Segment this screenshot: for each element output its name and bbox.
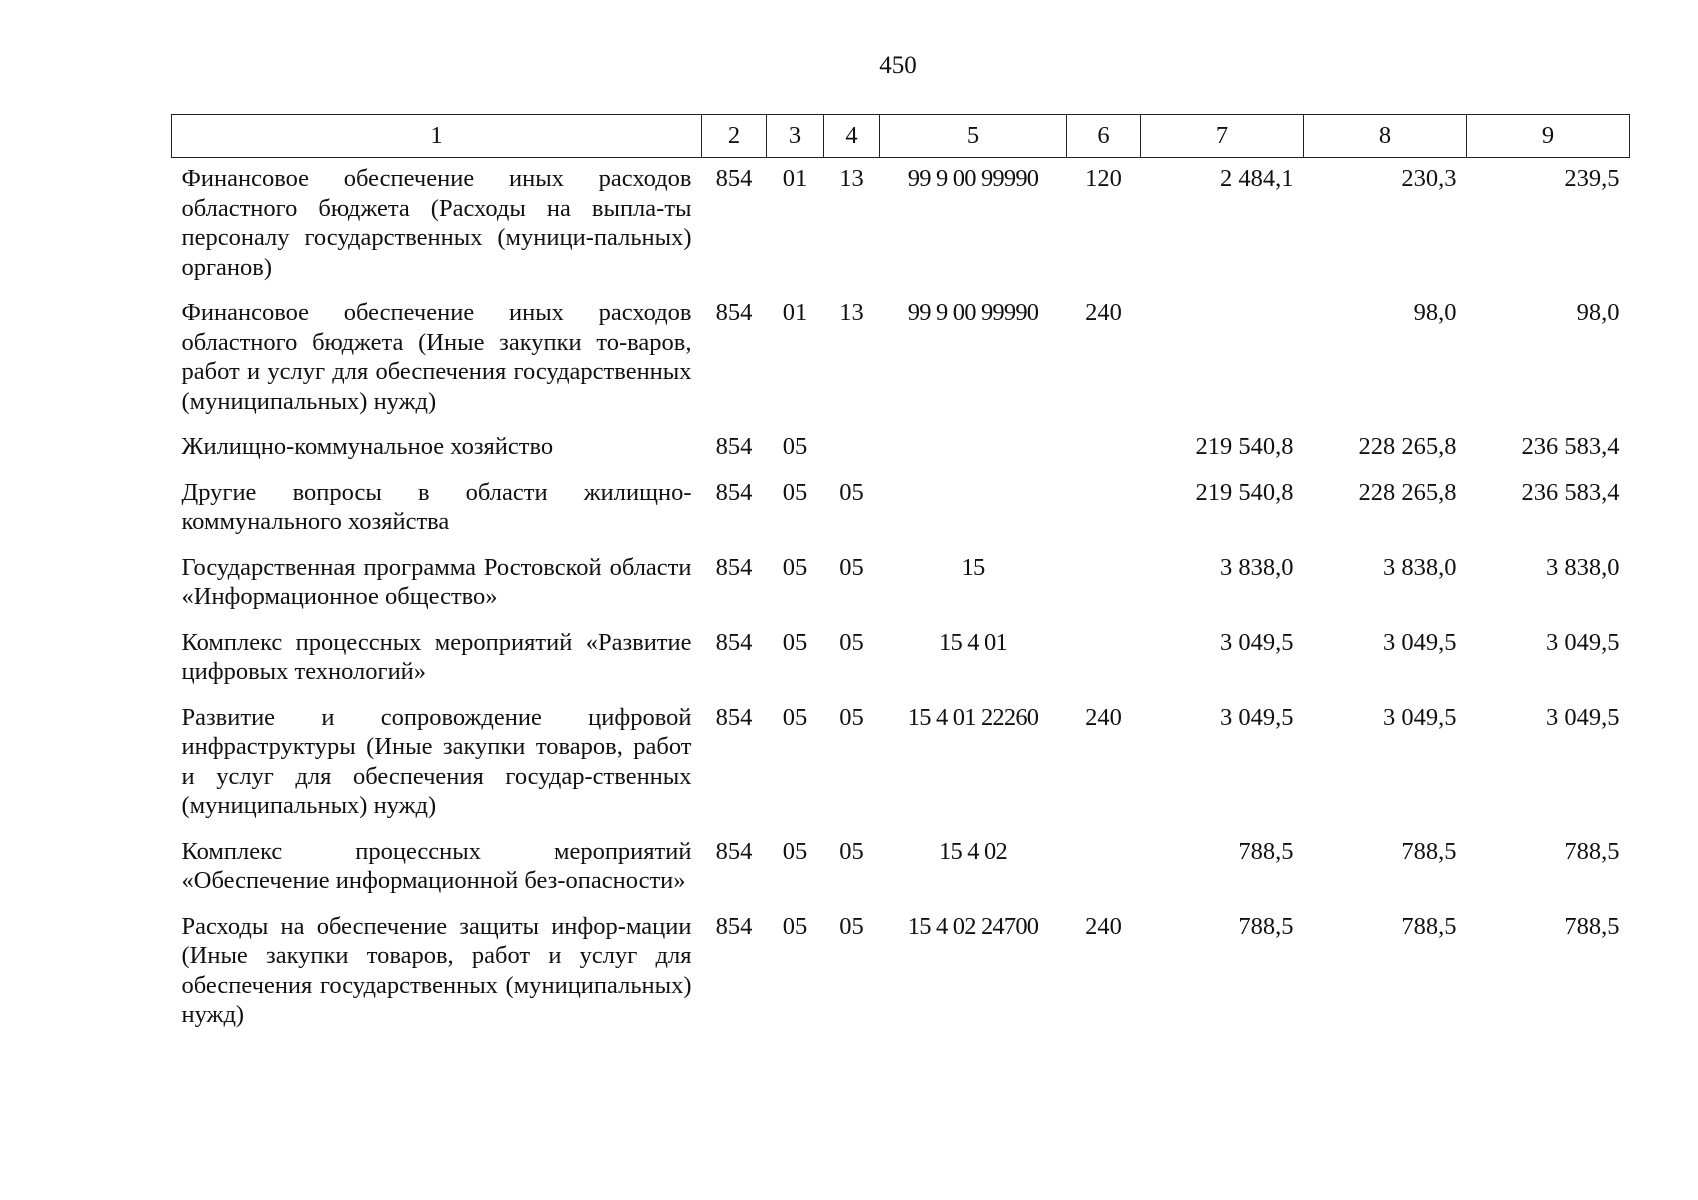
cell-col4: 05 <box>839 912 864 940</box>
cell-col9: 236 583,4 <box>1521 433 1620 460</box>
cell-col2: 854 <box>715 703 753 731</box>
row-name: Жилищно-коммунальное хозяйство <box>181 433 554 460</box>
cell-col9: 236 583,4 <box>1521 478 1620 506</box>
table-row <box>172 906 1630 1040</box>
cell-col2: 854 <box>715 478 753 506</box>
cell-col5: 99 9 00 99990 <box>907 299 1039 326</box>
cell-col4 <box>824 426 880 472</box>
cell-col6: 120 <box>1085 165 1122 192</box>
cell-col2: 854 <box>715 165 753 192</box>
row-name: Финансовое обеспечение иных расходов областного бюджета (Иные закупки то-варов, работ и услуг для обеспечения государственных (муниципальных) нужд) <box>181 299 692 415</box>
cell-col8: 98,0 <box>1413 299 1457 326</box>
cell-col6 <box>1067 547 1141 622</box>
cell-col9: 3 049,5 <box>1546 628 1620 656</box>
row-name: Расходы на обеспечение защиты инфор-мации (Иные закупки товаров, работ и услуг для обеспечения государственных (муниципальных) нужд) <box>181 912 692 1028</box>
column-header: 2 <box>702 115 767 158</box>
row-name: Другие вопросы в области жилищно-коммунального хозяйства <box>181 478 692 535</box>
cell-col2: 854 <box>715 912 753 940</box>
cell-col4: 05 <box>839 478 864 506</box>
cell-col5: 15 <box>961 553 985 581</box>
cell-col5: 15 4 01 <box>939 628 1007 656</box>
table-row <box>172 622 1630 697</box>
cell-col9: 788,5 <box>1564 912 1620 940</box>
cell-col4: 05 <box>839 553 864 581</box>
cell-col2: 854 <box>715 553 753 581</box>
cell-col2: 854 <box>715 837 753 865</box>
cell-col8: 228 265,8 <box>1358 478 1457 506</box>
cell-col7: 788,5 <box>1238 912 1294 940</box>
cell-col5 <box>880 472 1067 547</box>
cell-col6: 240 <box>1085 299 1122 326</box>
cell-col8: 3 049,5 <box>1383 628 1457 656</box>
cell-col3: 05 <box>782 912 808 940</box>
table-row <box>172 472 1630 547</box>
row-name: Государственная программа Ростовской области «Информационное общество» <box>181 553 692 610</box>
column-header: 9 <box>1467 115 1630 158</box>
cell-col3: 05 <box>782 478 808 506</box>
cell-col6: 240 <box>1085 912 1122 940</box>
table-row <box>172 831 1630 906</box>
table-row <box>172 426 1630 472</box>
cell-col8: 230,3 <box>1401 165 1457 192</box>
cell-col7: 219 540,8 <box>1195 478 1294 506</box>
cell-col3: 05 <box>782 628 808 656</box>
cell-col9: 3 838,0 <box>1546 553 1620 581</box>
cell-col2: 854 <box>715 433 753 460</box>
cell-col6 <box>1067 831 1141 906</box>
page-number: 450 <box>879 52 917 79</box>
cell-col7: 3 049,5 <box>1220 703 1294 731</box>
cell-col8: 3 838,0 <box>1383 553 1457 581</box>
cell-col3: 01 <box>782 299 808 326</box>
table-row <box>172 158 1630 293</box>
column-header: 6 <box>1067 115 1141 158</box>
table-row <box>172 697 1630 831</box>
cell-col3: 05 <box>782 433 808 460</box>
cell-col2: 854 <box>715 628 753 656</box>
cell-col3: 01 <box>782 165 808 192</box>
row-name: Комплекс процессных мероприятий «Обеспечение информационной без-опасности» <box>181 837 692 894</box>
cell-col8: 228 265,8 <box>1358 433 1457 460</box>
cell-col9: 3 049,5 <box>1546 703 1620 731</box>
column-header: 5 <box>880 115 1067 158</box>
cell-col5: 99 9 00 99990 <box>907 165 1039 192</box>
cell-col7 <box>1141 292 1304 426</box>
row-name: Развитие и сопровождение цифровой инфраструктуры (Иные закупки товаров, работ и услуг для обеспечения государ-ственных (муниципальных) нужд) <box>181 703 692 819</box>
cell-col4: 05 <box>839 628 864 656</box>
cell-col6 <box>1067 472 1141 547</box>
cell-col5: 15 4 02 <box>939 837 1007 865</box>
column-header: 1 <box>172 115 702 158</box>
cell-col5: 15 4 02 24700 <box>907 912 1039 940</box>
cell-col3: 05 <box>782 703 808 731</box>
header-row <box>172 115 1630 158</box>
cell-col3: 05 <box>782 553 808 581</box>
cell-col4: 13 <box>839 299 864 326</box>
table-row <box>172 292 1630 426</box>
cell-col6 <box>1067 622 1141 697</box>
cell-col6: 240 <box>1085 703 1122 731</box>
cell-col9: 239,5 <box>1564 165 1620 192</box>
cell-col8: 3 049,5 <box>1383 703 1457 731</box>
cell-col7: 3 049,5 <box>1220 628 1294 656</box>
cell-col4: 05 <box>839 703 864 731</box>
cell-col4: 13 <box>839 165 864 192</box>
cell-col5: 15 4 01 22260 <box>907 703 1039 731</box>
cell-col8: 788,5 <box>1401 837 1457 865</box>
cell-col8: 788,5 <box>1401 912 1457 940</box>
cell-col7: 219 540,8 <box>1195 433 1294 460</box>
column-header: 3 <box>767 115 824 158</box>
column-header: 7 <box>1141 115 1304 158</box>
cell-col7: 3 838,0 <box>1220 553 1294 581</box>
cell-col6 <box>1067 426 1141 472</box>
cell-col7: 2 484,1 <box>1220 165 1294 192</box>
cell-col9: 788,5 <box>1564 837 1620 865</box>
column-header: 8 <box>1304 115 1467 158</box>
column-header: 4 <box>824 115 880 158</box>
cell-col9: 98,0 <box>1576 299 1620 326</box>
cell-col5 <box>880 426 1067 472</box>
row-name: Комплекс процессных мероприятий «Развитие цифровых технологий» <box>181 628 692 685</box>
table-row <box>172 547 1630 622</box>
cell-col3: 05 <box>782 837 808 865</box>
budget-table <box>171 114 1630 1040</box>
cell-col4: 05 <box>839 837 864 865</box>
cell-col2: 854 <box>715 299 753 326</box>
cell-col7: 788,5 <box>1238 837 1294 865</box>
row-name: Финансовое обеспечение иных расходов областного бюджета (Расходы на выпла-ты персоналу государственных (муници-пальных) органов) <box>181 165 692 281</box>
